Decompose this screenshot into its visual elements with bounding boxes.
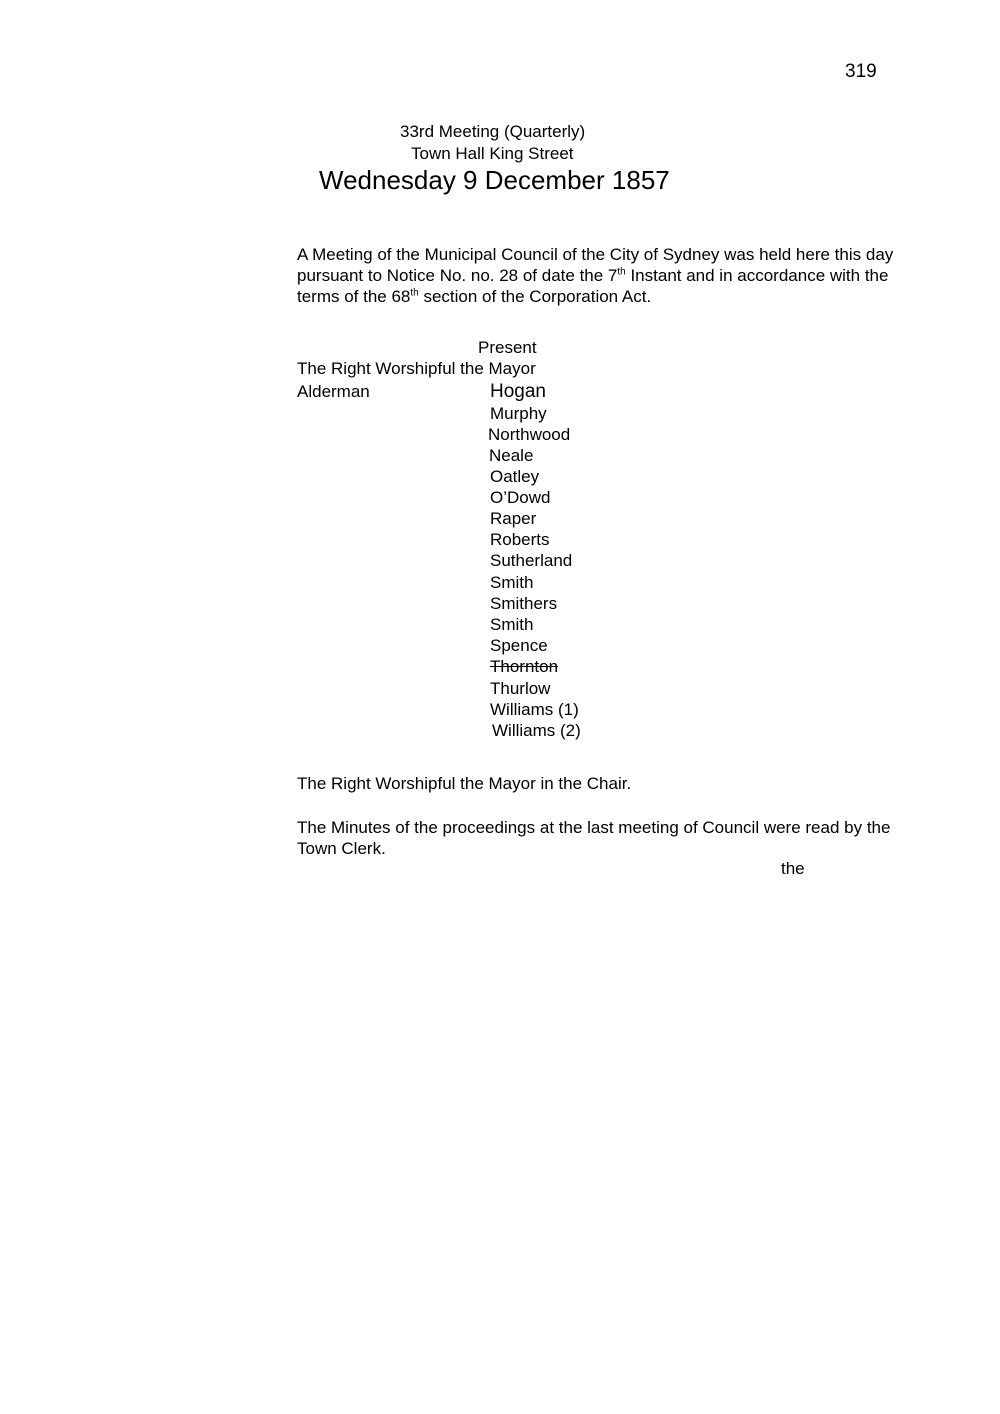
- intro-paragraph: [297, 244, 897, 307]
- alderman-name: O’Dowd: [490, 488, 551, 507]
- alderman-name: Williams (1): [490, 700, 579, 719]
- alderman-name: Thornton: [490, 657, 559, 676]
- alderman-name: Hogan: [490, 381, 546, 402]
- alderman-name: Roberts: [490, 530, 550, 549]
- intro-text-3: section of the Corporation Act.: [418, 287, 652, 306]
- intro-ordinal-1: th: [617, 266, 626, 278]
- chair-line: The Right Worshipful the Mayor in the Chair.: [297, 774, 632, 793]
- alderman-name: Smith: [490, 573, 534, 592]
- alderman-name: Northwood: [488, 425, 571, 444]
- page-number: 319: [845, 61, 877, 82]
- meeting-type: 33rd Meeting (Quarterly): [400, 122, 586, 141]
- alderman-name: Thurlow: [490, 679, 551, 698]
- alderman-name: Spence: [490, 636, 548, 655]
- meeting-date: Wednesday 9 December 1857: [319, 165, 670, 195]
- alderman-name: Williams (2): [492, 721, 581, 740]
- alderman-name: Murphy: [490, 404, 547, 423]
- mayor-present-line: The Right Worshipful the Mayor: [297, 359, 536, 378]
- intro-text-1: A Meeting of the Municipal Council of the City of Sydney was held here this day pursuant to Notice No. no. 28 of date the 7: [297, 245, 894, 285]
- minutes-paragraph: The Minutes of the proceedings at the last meeting of Council were read by the Town Clerk.: [297, 818, 891, 858]
- alderman-name: Oatley: [490, 467, 540, 486]
- alderman-name: Raper: [490, 509, 537, 528]
- alderman-name: Neale: [489, 446, 534, 465]
- alderman-label: Alderman: [297, 382, 370, 401]
- intro-ordinal-2: th: [410, 287, 419, 299]
- meeting-venue: Town Hall King Street: [411, 144, 574, 163]
- alderman-name: Sutherland: [490, 551, 573, 570]
- present-heading: Present: [478, 338, 537, 357]
- alderman-name: Smith: [490, 615, 534, 634]
- alderman-name: Smithers: [490, 594, 558, 613]
- catchword: the: [781, 859, 805, 878]
- intro-text-2: Instant and in accordance with the terms of the 68: [297, 266, 889, 306]
